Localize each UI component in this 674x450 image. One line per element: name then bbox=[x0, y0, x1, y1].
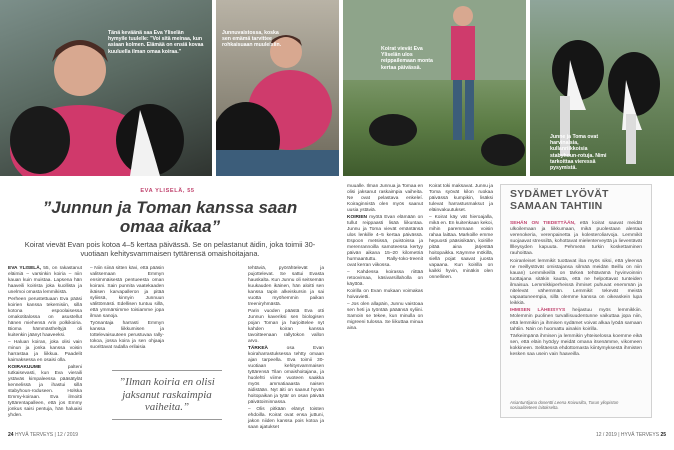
photo-eva-illustration bbox=[0, 0, 212, 176]
col4-p1: muualle. Ilman Junnua ja Tomaa en olisi jaksanut raskaimpia vaiheita. Ne ovat pelastava enkeleí. Koiraginnistä olen myös saanut uusia ystäviä. bbox=[347, 184, 423, 213]
article-kicker: EVA YLISELÄ, 55 bbox=[140, 188, 195, 194]
sidebar-p2: Koiranleiset lemmikit tuottavat iloa myös siksi, että yleensä ne meillystövät omistajansa silmää meidän Beillu on niin kauan) Lemmikeillä on tärkeä tehtävämä hyvinvoinnin tuottajana sitäkin kautta, että ne helpottavat tunteiden ilmaisua. Lemmikkiperheissä ihmiset puhuvat enemmän ja nitelevät vähemmän. Lemmikit tekevät meistä vapaatuneempia, sillä olemme kanssa on oikeaskein lupa leikkiä. bbox=[510, 258, 642, 307]
col3-p3: osa Evan koiraharrastuksessa tehtty omaan ajan tarpeella. Eva toimii 30-vuotiaan kehitysvammaisen tyttärensä Tilan omaishoitajana, ja huolehti viime vuoteen saakka myös ammatiaaasta naisen äidistään. Nyt äiti on saanut hyvän hoitopaikan ja tytär on osan päivää päivätoiminnassa. bbox=[248, 346, 324, 405]
sidebar-p3: heijastuu myös lemmikkiin. Molemmin puolinen turvallisuudentunne vaikuttaa jopa niin, että lemmikin ja ihmisen sydämet voivat alkaa lyödä samaan tahtiin. Näin on huomattu ainakin koirilla. bbox=[510, 308, 642, 332]
col1-heading: KOIRAKUUME bbox=[8, 365, 42, 370]
dog-leg-2 bbox=[626, 114, 636, 164]
col4-p7: – Koirat käy vät hieroajalla, mikä en. En kuitenkaan kekoi, mihin paremmaan voisin rahaa laittaa. Markoille emme hepuosti pääsisikään, koiriille pitää aina järjestää hoitopaikka. Käymme mökillä, siellä pojat saavat juosta vapaana. Kun koirilla on kaikki hyvin, minäkin olen onnellinen. bbox=[429, 215, 493, 280]
photo-strip bbox=[0, 0, 674, 176]
photo-walk-illustration bbox=[343, 0, 526, 176]
photo-bench-illustration bbox=[216, 0, 339, 176]
sidebar-title: SYDÄMET LYÖVÄT SAMAAN TAHTIIN bbox=[510, 188, 609, 212]
article-column-4 bbox=[347, 184, 423, 333]
col2-p2: Työnantaja harrasti Emmyn kanssa liikkumisen ja tottelevaisuuteen perustuvaa rally-tokoa, jossa koira ja sen ohjaaja suorittavat radalla erilaisia bbox=[90, 321, 164, 350]
photo1-caption: Tänä keväänä saa Eva Yliselän hymyile tuulelle: "Voi sitä meinaa, kun asiaan kolmen. Elämää on ensiä kovaa kuuluella ilman omaa koiraa." bbox=[108, 30, 204, 55]
leg-left-shape bbox=[453, 80, 462, 140]
folio-right-text: 12 / 2019 | HYVÄ TERVEYS bbox=[595, 432, 660, 438]
col1-p1: 55, on rakastanut eläimiä – varsinkin koiria – niin kauan kuin muistaa. Lapsena hän haaveili koirista joka kuollista ja unelmoi omasta lemmikistä. bbox=[8, 266, 82, 295]
col4-p3: – Kahdessa koirassa riittää retoovimaa, käsivarsillaholla on käyttöä. bbox=[347, 270, 423, 287]
sidebar-p1: että koirat saavat meidät ulkoilemaan ja liikkumaan, mikä puolestaan alentaa verenokeria, verenpainetta ja kolesteroliarvoja. Lemmikit suojaavat stressiltä, kohottavat mielenterveyttä ja lieventävät lllleysyden kapuuta. Pehmeän turkin koskettaminen rauhoittaa. bbox=[510, 221, 642, 257]
sidebar-lead-in-1: SEHÄN ON TIEDETTÄÄN, bbox=[510, 221, 576, 226]
face-shape-3 bbox=[453, 6, 473, 26]
col3-p4: – Olis pitkään elänyt toisten ehdoilla. Koirat ovat ensa juttuni, jakon niiden kanssa pois kotoa ja saan ajatukset bbox=[248, 407, 324, 430]
sidebar-body bbox=[510, 221, 642, 359]
photo-eva-walking bbox=[343, 0, 526, 176]
sidebar-lead-in-2: IHMISEN LÄHEISYYS bbox=[510, 308, 566, 314]
jeans-shape bbox=[216, 150, 339, 176]
folio-right bbox=[596, 432, 666, 438]
page-number-right: 25 bbox=[660, 432, 666, 438]
page-number-left: 24 bbox=[8, 432, 14, 438]
folio-left bbox=[8, 432, 78, 438]
photo-dogs-standing bbox=[530, 0, 674, 176]
col4-p5: – Jos olen allapäin, Junnu vaistoaa sen heti ja työntää pääänsä syliini. Samoin se tekee, kun minulla on migreeni tulossa. Se liikuttaa minua aina. bbox=[347, 302, 423, 331]
leg-right-shape bbox=[465, 80, 474, 140]
photo4-caption: Junne ja Toma ovat harvinaisia, kullanriikkoisia stabyhoun-rotuja. Nimi tarkoittaa vieressä pysymistä. bbox=[550, 134, 607, 172]
col1-p2: Perheen perustettuaan Eva pääsi koirien kanssa tekemisiin, sillä kotona espoolaisessa omakotitalossa on asustellut hänen miehensä Arin polkikoiria. Bioma hämmästheltyjä oli kuitenkin jäänyt haaveeksi. bbox=[8, 297, 82, 338]
sidebar-credit: Asiantuntijana dosentti Leena Koivusilta, Turun yliopiston sosiaalitieteen laitokselta. bbox=[510, 400, 619, 411]
folio-left-text: HYVÄ TERVEYS | 12 / 2019 bbox=[14, 432, 79, 438]
photo2-caption: Junnuvaistossa, koska sen emämä tarvittee rohkaisuaan muuleisiin. bbox=[222, 30, 282, 49]
dog-walk-2 bbox=[481, 134, 525, 166]
col4-p2: myötä Evan elämään on tullut reippaasti lisää liikuntaa. Junnu ja Toma vievät emäntänsä ulos lenkille 4–5 kertaa päivässä. Espoon metsissä, puistoissa ja merenrannoilla samoteessa kertyy päivän aikana 15–20 kilometriä hurmaantuttu. Rally-toko-treenit ovat kerran viikossa. bbox=[347, 215, 424, 268]
dog-left-shape bbox=[10, 106, 70, 174]
photo-eva-with-dogs bbox=[0, 0, 212, 176]
sidebar-p4: Tärkeimpänä ihmisen ja lemmikin yhteiselossa koemme eikä sen, että eläin hyödyy meidät omana itsenämme, vikomeen kokkineen. Selitäessä ehdottomasta kiintymyksestä ihmisten kesken saa usein vain haaveilla. bbox=[510, 333, 642, 357]
photo3-caption: Koirat vievät Eva Yliselän ulos reippailemaan monta kertaa päivässä. bbox=[381, 46, 433, 71]
col1-p3: – Haluan koiran, joka olisi vain minun ja jonka kanssa voisin harrastaa ja liikkua. Paadelit kaimaksessa en osaisi olla. bbox=[8, 340, 82, 363]
col4-heading: KOIRIEN bbox=[347, 215, 367, 220]
photo-eva-bench bbox=[216, 0, 339, 176]
col3-p2: Parin vuoden päästä Eva otti Junnun kaveriksi sen biologisen pojan Toman ja harjoittelee nyt kahden koiran kanssa tavoitteenaan rallytokon vallon arvo. bbox=[248, 309, 324, 344]
col2-p1: – Niin siinä sitten kävi, että pääsin valitsemaan Emmyn ensimmäisestä pentueesta oman koirani. Sain punnita vaatekaaden ikäisen karvapalleron ja pitää syliissä, kinnyin Junnuun välittömästi. Edellisen tuntuu sillä, että ymmärsimme toisiamme jopa ilman sanoja. bbox=[90, 266, 164, 319]
col4-p6: Koirat toki maksavat. Junnu ja Toma syövät kilon ruokaa päivässä kumpikin, lisäksi tulevat harrastusmaksut ja eläinvakuutukset. bbox=[429, 184, 493, 213]
article-column-5 bbox=[429, 184, 493, 282]
col1-lead-in: EVA YLISELÄ, bbox=[8, 266, 42, 271]
col3-heading: TÄRKEÄ bbox=[248, 346, 268, 351]
article-column-1 bbox=[8, 266, 82, 420]
red-jacket-shape-3 bbox=[451, 26, 475, 80]
article-column-3 bbox=[248, 266, 324, 432]
article-lead: Koirat vievät Evan pois kotoa 4–5 kertaa päivässä. Se on pelastanut äidin, joka toimii 30-vuotiaan kehitysvammaisen tyttärensä omaishoitajana. bbox=[24, 240, 316, 258]
dog-stand-2 bbox=[608, 52, 660, 116]
col3-p1: tehtäviä, pyörähtelevät ja pujottelevat. Se sattui Evasta hauskalta. Kun Junnu oli seitsemän kuukauden ikäinen, hän aloitti sen kanssa tapin alkeiskursin ja sai vuotta myöhemmin paikan treeniryhmästä. bbox=[248, 266, 324, 307]
article-headline: ”Junnun ja Toman kanssa saan omaa aikaa” bbox=[42, 198, 298, 236]
pull-quote: ”Ilman koiria en olisi jaksanut raskaimpia vaiheita.” bbox=[112, 370, 222, 420]
col4-p4: Koirilla on Evan mukaan voimakas hoivavietti. bbox=[347, 289, 423, 300]
dog-walk-1 bbox=[369, 114, 417, 146]
col1-p4: palteni tutkaisevasti, kun Eva vieraili ystäväs kimpaleessa pääsätylät kennelissä ja ihastui sillä stabyhoun-roduseen. Holska Emmy-koiraan. Eva ilmoitti tyttärentapalleen, että jos Emmy jonkus saisi pentuja, hän haluaisi yhden. bbox=[8, 365, 82, 418]
article-column-2 bbox=[90, 266, 164, 352]
